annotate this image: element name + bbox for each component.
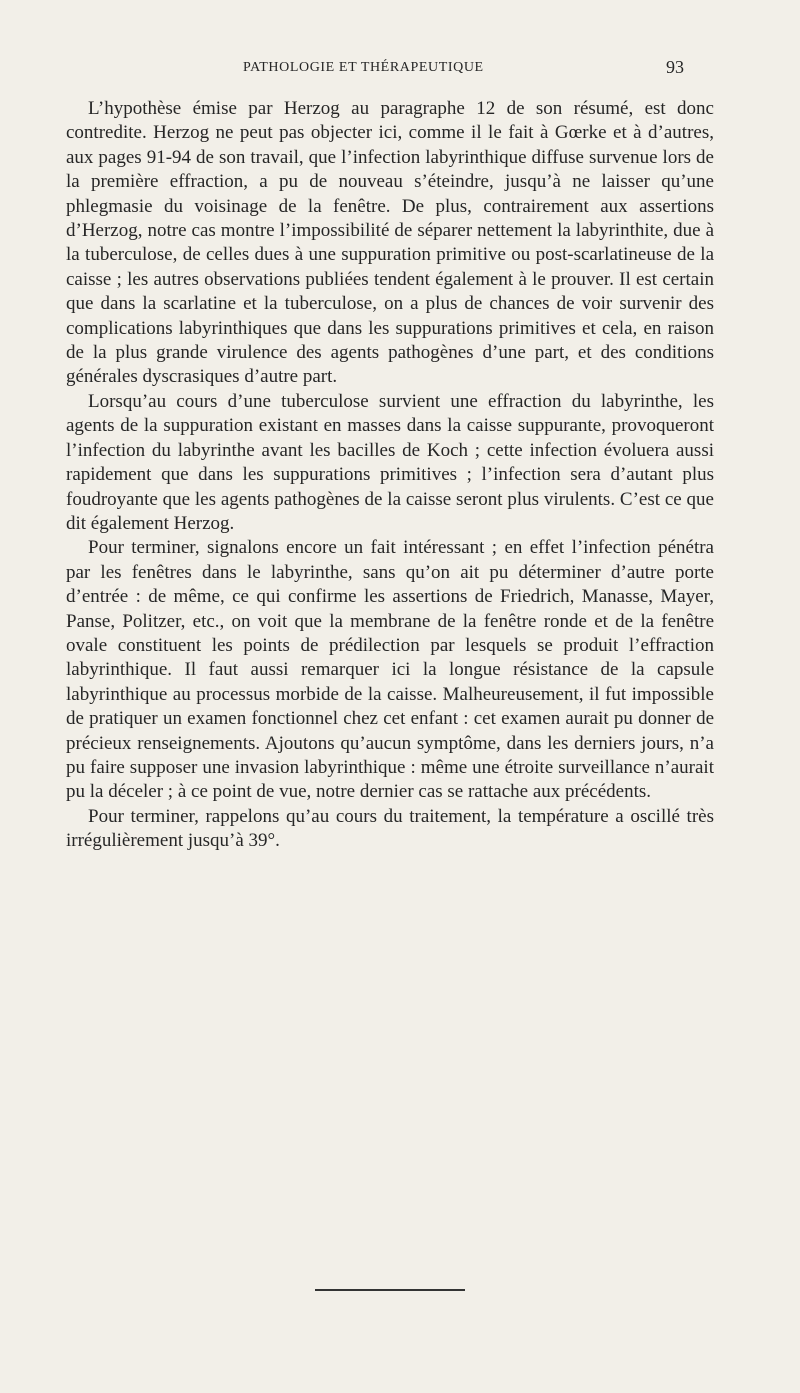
paragraph: Pour terminer, rappelons qu’au cours du traitement, la température a oscillé très irrégulièrement jusqu’à 39°. [66, 805, 714, 852]
running-title: PATHOLOGIE ET THÉRAPEUTIQUE [243, 60, 484, 75]
paragraph: L’hypothèse émise par Herzog au paragraphe 12 de son résumé, est donc contredite. Herzog ne peut pas objecter ici, comme il le fait à Gœrke et à d’autres, aux pages 91-94 de son travail, que l’infection labyrinthique diffuse survenue lors de la première effraction, a pu de nouveau s’éteindre, jusqu’à ne laisser qu’une phlegmasie du voisinage de la fenêtre. De plus, contrairement aux assertions d’Herzog, notre cas montre l’impossibilité de séparer nettement la labyrinthite, due à la tuberculose, de celles dues à une suppuration primitive ou post-scarlatineuse de la caisse ; les autres observations publiées tendent également à le prouver. Il est certain que dans la scarlatine et la tuberculose, on a plus de chances de voir survenir des complications labyrinthiques que dans les suppurations primitives et cela, en raison de la plus grande virulence des agents pathogènes d’une part, et des conditions générales dyscrasiques d’autre part. [66, 98, 714, 388]
page-number: 93 [666, 57, 684, 77]
section-end-rule [315, 1289, 465, 1291]
paragraph: Lorsqu’au cours d’une tuberculose survient une effraction du labyrinthe, les agents de la suppuration existant en masses dans la caisse suppurante, provoqueront l’infection du labyrinthe avant les bacilles de Koch ; cette infection évoluera aussi rapidement que dans les suppurations primitives ; l’infection sera d’autant plus foudroyante que les agents pathogènes de la caisse seront plus virulents. C’est ce que dit également Herzog. [66, 390, 714, 534]
body-text [66, 97, 714, 854]
page-header [0, 57, 800, 82]
paragraph: Pour terminer, signalons encore un fait intéressant ; en effet l’infection pénétra par les fenêtres dans le labyrinthe, sans qu’on ait pu déterminer d’autre porte d’entrée : de même, ce qui confirme les assertions de Friedrich, Manasse, Mayer, Panse, Politzer, etc., on voit que la membrane de la fenêtre ronde et de la fenêtre ovale constituent les points de prédilection par lesquels se produit l’effraction labyrinthique. Il faut aussi remarquer ici la longue résistance de la capsule labyrinthique au processus morbide de la caisse. Malheureusement, il fut impossible de pratiquer un examen fonctionnel chez cet enfant : cet examen aurait pu donner de précieux renseignements. Ajoutons qu’aucun symptôme, dans les derniers jours, n’a pu faire supposer une invasion labyrinthique : même une étroite surveillance n’aurait pu la déceler ; à ce point de vue, notre dernier cas se rattache aux précédents. [66, 537, 714, 803]
